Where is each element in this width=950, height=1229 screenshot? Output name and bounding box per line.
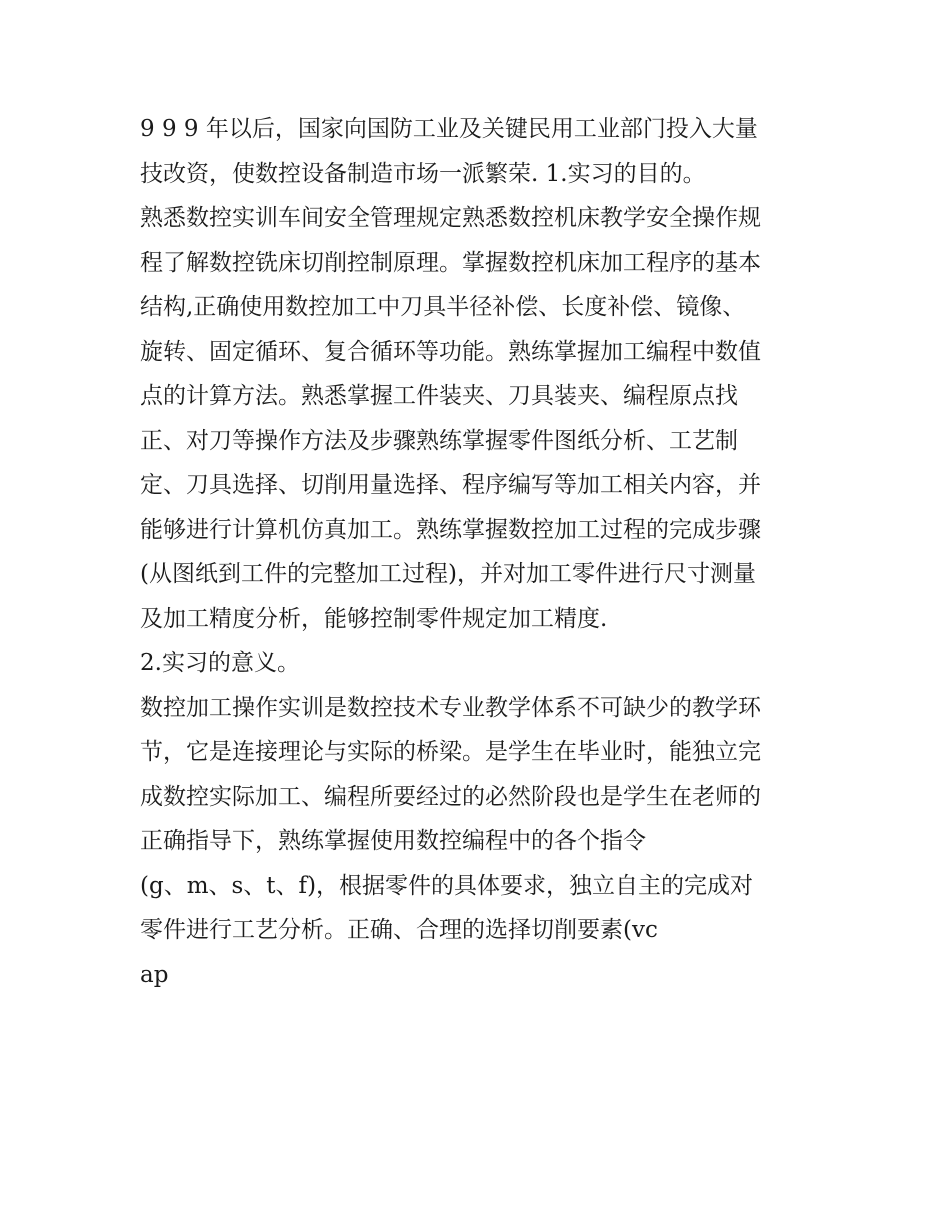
text-line: 旋转、固定循环、复合循环等功能。熟练掌握加工编程中数值 [140,338,761,365]
body-text [140,107,820,997]
text-line: 熟悉数控实训车间安全管理规定熟悉数控机床教学安全操作规 [140,205,761,231]
section-heading: 2.实习的意义。 [140,650,300,676]
text-line: 零件进行工艺分析。正确、合理的选择切削要素(vc [140,917,658,943]
text-line: 技改资，使数控设备制造市场一派繁荣. 1.实习的目的。 [140,160,706,187]
text-line: 点的计算方法。熟悉掌握工件装夹、刀具装夹、编程原点找 [140,383,738,409]
text-line: 9 9 9 年以后，国家向国防工业及关键民用工业部门投入大量 [140,116,758,142]
text-line: 成数控实际加工、编程所要经过的必然阶段也是学生在老师的 [140,783,761,810]
text-line: ap [140,961,169,988]
text-line: 节，它是连接理论与实际的桥梁。是学生在毕业时，能独立完 [140,739,761,765]
text-line: 数控加工操作实训是数控技术专业教学体系不可缺少的教学环 [140,694,761,721]
text-line: (从图纸到工件的完整加工过程)，并对加工零件进行尺寸测量 [140,561,756,587]
text-line: 正确指导下，熟练掌握使用数控编程中的各个指令 [140,828,646,854]
text-line: 及加工精度分析，能够控制零件规定加工精度. [140,605,608,632]
text-line: 正、对刀等操作方法及步骤熟练掌握零件图纸分析、工艺制 [140,427,738,454]
text-line: 定、刀具选择、切削用量选择、程序编写等加工相关内容，并 [140,472,761,498]
text-line: 程了解数控铣床切削控制原理。掌握数控机床加工程序的基本 [140,249,761,276]
text-line: 能够进行计算机仿真加工。熟练掌握数控加工过程的完成步骤 [140,516,761,543]
text-line: 结构,正确使用数控加工中刀具半径补偿、长度补偿、镜像、 [140,294,746,320]
text-line: (g、m、s、t、f)，根据零件的具体要求，独立自主的完成对 [140,872,754,899]
